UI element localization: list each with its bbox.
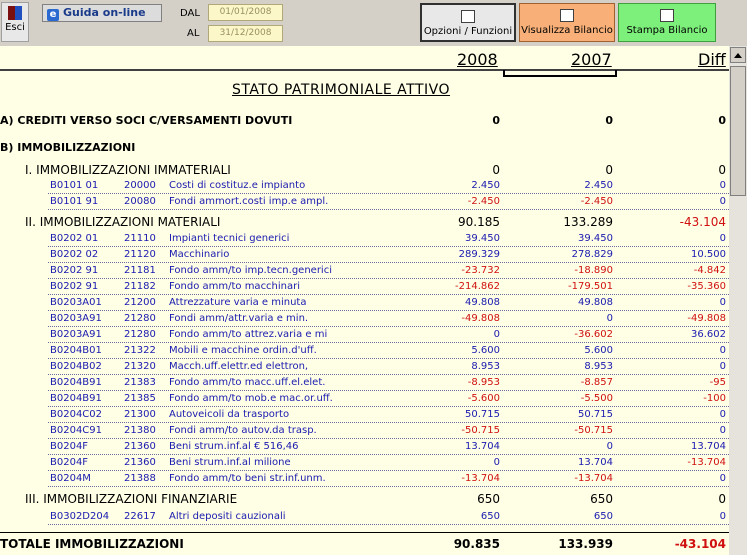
value-2007: 0 (606, 441, 613, 452)
group-label: II. IMMOBILIZZAZIONI MATERIALI (25, 215, 221, 229)
row-separator (48, 374, 729, 375)
section-label: B) IMMOBILIZZAZIONI (0, 141, 136, 154)
value-2008: -214.862 (455, 281, 500, 292)
account-number: 20080 (124, 196, 156, 207)
account-number: 22617 (124, 511, 156, 522)
value-diff: 0 (718, 114, 726, 127)
account-code: B0203A01 (50, 297, 102, 308)
dal-date-field[interactable]: 01/01/2008 (208, 4, 283, 21)
value-2008: 49.808 (465, 297, 500, 308)
value-2008: -13.704 (461, 473, 500, 484)
value-diff: -4.842 (693, 265, 726, 276)
account-description: Beni strum.inf.al € 516,46 (169, 441, 299, 452)
scroll-thumb[interactable] (730, 66, 746, 196)
value-2008: 39.450 (465, 233, 500, 244)
value-2007: 0 (606, 313, 613, 324)
opzioni-funzioni-button[interactable] (420, 3, 516, 42)
account-code: B0202 91 (50, 265, 99, 276)
stampa-label: Stampa Bilancio (626, 25, 708, 36)
account-description: Fondi amm/to autov.da trasp. (169, 425, 317, 436)
esci-button[interactable] (1, 2, 29, 42)
account-description: Attrezzature varia e minuta (169, 297, 307, 308)
account-number: 21320 (124, 361, 156, 372)
account-description: Fondo amm/to attrez.varia e mi (169, 329, 328, 340)
account-description: Fondo amm/to mob.e mac.or.uff. (169, 393, 333, 404)
value-2007: 39.450 (578, 233, 613, 244)
value-diff: 0 (719, 196, 726, 207)
value-2008: 5.600 (471, 345, 500, 356)
visualizza-label: Visualizza Bilancio (521, 25, 613, 36)
account-number: 21181 (124, 265, 156, 276)
account-code: B0204F (50, 457, 89, 468)
account-code: B0101 91 (50, 196, 99, 207)
account-description: Macch.uff.elettr.ed elettron, (169, 361, 309, 372)
account-description: Fondo amm/to beni str.inf.unm. (169, 473, 326, 484)
value-2008: 2.450 (471, 180, 500, 191)
account-code: B0204C02 (50, 409, 103, 420)
account-code: B0204M (50, 473, 91, 484)
account-code: B0101 01 (50, 180, 99, 191)
account-code: B0204B91 (50, 393, 102, 404)
account-description: Fondo amm/to macchinari (169, 281, 301, 292)
total-label: TOTALE IMMOBILIZZAZIONI (0, 537, 184, 551)
account-code: B0204B02 (50, 361, 102, 372)
value-diff: 0 (719, 361, 726, 372)
account-description: Macchinario (169, 249, 230, 260)
row-separator (48, 486, 729, 487)
account-code: B0202 91 (50, 281, 99, 292)
row-separator (48, 342, 729, 343)
group-label: I. IMMOBILIZZAZIONI IMMATERIALI (25, 163, 231, 177)
account-number: 21182 (124, 281, 156, 292)
account-number: 21120 (124, 249, 156, 260)
al-label: AL (187, 28, 200, 39)
column-header-2007: 2007 (571, 50, 612, 69)
section-title: STATO PATRIMONIALE ATTIVO (232, 82, 451, 98)
account-code: B0204F (50, 441, 89, 452)
value-diff: -13.704 (687, 457, 726, 468)
account-code: B0204C91 (50, 425, 103, 436)
account-number: 20000 (124, 180, 156, 191)
value-2008: -23.732 (461, 265, 500, 276)
value-diff: -95 (709, 377, 726, 388)
account-number: 21383 (124, 377, 156, 388)
value-2007: -36.602 (574, 329, 613, 340)
account-description: Autoveicoli da trasporto (169, 409, 290, 420)
row-separator (48, 438, 729, 439)
value-diff: 0 (718, 163, 726, 177)
account-description: Impianti tecnici generici (169, 233, 290, 244)
account-description: Fondo amm/to macc.uff.el.elet. (169, 377, 326, 388)
account-number: 21280 (124, 329, 156, 340)
value-diff: -35.360 (687, 281, 726, 292)
value-diff: 0 (719, 297, 726, 308)
esci-label: Esci (5, 22, 25, 33)
row-separator (48, 209, 729, 210)
value-2007: 49.808 (578, 297, 613, 308)
options-icon (461, 10, 475, 23)
value-2007: -179.501 (568, 281, 613, 292)
arrow-up-icon (734, 53, 742, 58)
account-description: Altri depositi cauzionali (169, 511, 286, 522)
row-separator (48, 524, 729, 525)
value-2007: -5.500 (580, 393, 613, 404)
value-2008: 650 (477, 492, 500, 506)
bilancio-panel (0, 46, 729, 555)
account-code: B0204B91 (50, 377, 102, 388)
value-2008: -50.715 (461, 425, 500, 436)
value-2007: 0 (605, 114, 613, 127)
row-separator (48, 390, 729, 391)
value-diff: 0 (719, 233, 726, 244)
value-2008: 289.329 (458, 249, 500, 260)
value-diff: 13.704 (691, 441, 726, 452)
account-number: 21385 (124, 393, 156, 404)
exit-icon (8, 6, 22, 20)
value-2007: 0 (605, 163, 613, 177)
internet-explorer-icon: e (47, 9, 59, 21)
row-separator (48, 294, 729, 295)
account-code: B0302D204 (50, 511, 110, 522)
value-2007: -18.890 (574, 265, 613, 276)
value-2007: -50.715 (574, 425, 613, 436)
value-diff: -49.808 (687, 313, 726, 324)
section-label: A) CREDITI VERSO SOCI C/VERSAMENTI DOVUTI (0, 114, 293, 127)
guida-online-button[interactable] (42, 4, 162, 22)
account-description: Fondo amm/to imp.tecn.generici (169, 265, 332, 276)
visualizza-bilancio-button[interactable] (519, 3, 615, 42)
scroll-up-button[interactable] (730, 47, 746, 63)
value-2007: 278.829 (571, 249, 613, 260)
value-2008: -8.953 (467, 377, 500, 388)
value-2008: 8.953 (471, 361, 500, 372)
value-2008: -49.808 (461, 313, 500, 324)
value-diff: 0 (719, 511, 726, 522)
guida-label: Guida on-line (63, 6, 146, 19)
row-separator (48, 193, 729, 194)
value-2008: 0 (493, 457, 500, 468)
selected-column-marker (503, 70, 617, 77)
total-separator (0, 532, 729, 533)
row-separator (48, 278, 729, 279)
value-2007: 2.450 (584, 180, 613, 191)
row-separator (48, 310, 729, 311)
account-code: B0203A91 (50, 329, 102, 340)
value-2008: 650 (480, 511, 500, 522)
value-2007: 13.704 (578, 457, 613, 468)
al-date-field[interactable]: 31/12/2008 (208, 25, 283, 42)
value-diff: -100 (703, 393, 726, 404)
column-header-diff: Diff (698, 50, 726, 69)
value-2007: -13.704 (574, 473, 613, 484)
row-separator (48, 246, 729, 247)
value-diff: 0 (719, 345, 726, 356)
dal-label: DAL (180, 8, 200, 19)
account-description: Beni strum.inf.al milione (169, 457, 291, 468)
stampa-bilancio-button[interactable] (618, 3, 716, 42)
value-2008: 0 (492, 114, 500, 127)
row-separator (48, 262, 729, 263)
value-diff: 0 (718, 492, 726, 506)
value-diff: 0 (719, 425, 726, 436)
row-separator (48, 454, 729, 455)
account-description: Mobili e macchine ordin.d'uff. (169, 345, 317, 356)
row-separator (48, 358, 729, 359)
value-diff: 36.602 (691, 329, 726, 340)
account-number: 21322 (124, 345, 156, 356)
vertical-scrollbar[interactable] (729, 46, 747, 555)
column-header-2008: 2008 (457, 50, 498, 69)
value-2007: 50.715 (578, 409, 613, 420)
account-description: Fondi amm/attr.varia e min. (169, 313, 309, 324)
value-2008: 90.835 (453, 537, 500, 551)
value-diff: 10.500 (691, 249, 726, 260)
value-2008: 0 (493, 329, 500, 340)
value-2007: 133.939 (558, 537, 613, 551)
value-diff: -43.104 (674, 537, 726, 551)
header-divider (0, 69, 729, 71)
value-2007: 650 (590, 492, 613, 506)
row-separator (48, 406, 729, 407)
account-number: 21360 (124, 441, 156, 452)
value-diff: -43.104 (679, 215, 726, 229)
account-code: B0203A91 (50, 313, 102, 324)
value-2007: 8.953 (584, 361, 613, 372)
row-separator (48, 422, 729, 423)
row-separator (48, 470, 729, 471)
account-description: Fondi ammort.costi imp.e ampl. (169, 196, 329, 207)
value-2007: -8.857 (580, 377, 613, 388)
value-diff: 0 (719, 180, 726, 191)
value-2008: 0 (492, 163, 500, 177)
account-number: 21280 (124, 313, 156, 324)
preview-icon (560, 9, 574, 22)
account-number: 21388 (124, 473, 156, 484)
value-diff: 0 (719, 409, 726, 420)
value-diff: 0 (719, 473, 726, 484)
value-2008: 90.185 (458, 215, 500, 229)
group-label: III. IMMOBILIZZAZIONI FINANZIARIE (25, 492, 238, 506)
value-2008: 13.704 (465, 441, 500, 452)
value-2008: -2.450 (467, 196, 500, 207)
value-2008: -5.600 (467, 393, 500, 404)
account-number: 21200 (124, 297, 156, 308)
account-number: 21360 (124, 457, 156, 468)
account-number: 21300 (124, 409, 156, 420)
opzioni-label: Opzioni / Funzioni (423, 26, 513, 37)
value-2007: -2.450 (580, 196, 613, 207)
account-code: B0202 02 (50, 249, 99, 260)
account-number: 21380 (124, 425, 156, 436)
toolbar (0, 0, 747, 46)
row-separator (48, 326, 729, 327)
account-description: Costi di costituz.e impianto (169, 180, 306, 191)
account-code: B0204B01 (50, 345, 102, 356)
printer-icon (660, 9, 674, 22)
value-2007: 133.289 (563, 215, 613, 229)
account-number: 21110 (124, 233, 156, 244)
value-2007: 5.600 (584, 345, 613, 356)
value-2008: 50.715 (465, 409, 500, 420)
value-2007: 650 (593, 511, 613, 522)
account-code: B0202 01 (50, 233, 99, 244)
